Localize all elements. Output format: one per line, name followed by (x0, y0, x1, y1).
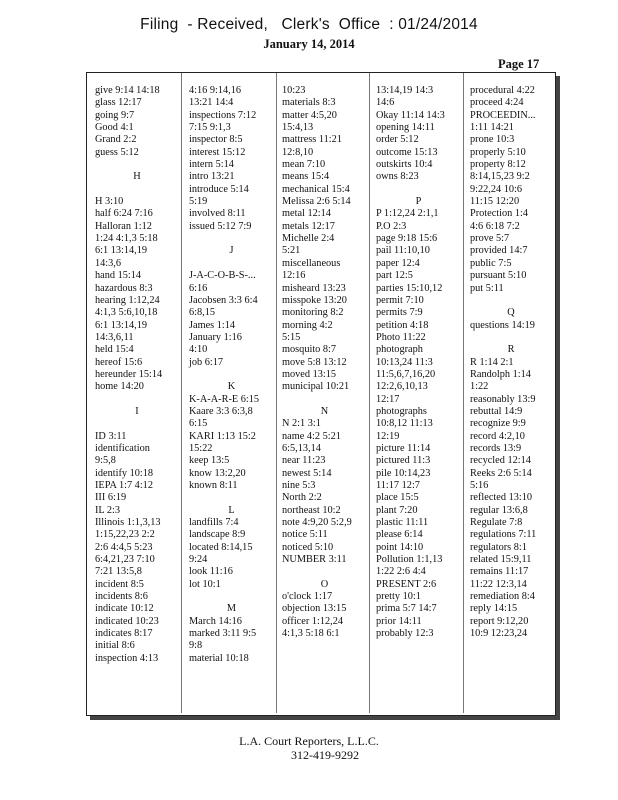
index-entry: misspoke 13:20 (282, 294, 347, 306)
index-entry: hand 15:14 (95, 270, 142, 282)
index-column-2 (189, 85, 274, 705)
blank-line (282, 394, 367, 406)
index-entry: paper 12:4 (376, 257, 420, 269)
index-entry: Michelle 2:4 (282, 233, 335, 245)
index-entry: 6:15 (189, 418, 208, 430)
blank-line (189, 369, 274, 381)
index-entry: 13:14,19 14:3 (376, 85, 434, 96)
index-entry: job 6:17 (189, 356, 224, 368)
index-entry: involved 8:11 (189, 208, 246, 220)
index-entry: 1:22 (470, 381, 489, 393)
index-entry: 4:16 9:14,16 (189, 85, 242, 96)
index-entry: identification (95, 442, 150, 454)
index-entry: Protection 1:4 (470, 208, 529, 220)
index-entry: pictured 11:3 (376, 455, 431, 467)
column-divider (369, 73, 370, 713)
index-entry: metal 12:14 (282, 208, 331, 220)
index-entry: noticed 5:10 (282, 541, 334, 553)
index-column-3 (282, 85, 367, 705)
index-entry: municipal 10:21 (282, 381, 350, 393)
index-entry: means 15:4 (282, 171, 330, 183)
index-entry: H 3:10 (95, 196, 124, 208)
index-entry: know 13:2,20 (189, 467, 246, 479)
index-entry: 1:22 2:6 4:4 (376, 566, 426, 578)
index-entry: 6:1 13:14,19 (95, 245, 148, 257)
index-entry: page 9:18 15:6 (376, 233, 438, 245)
index-section-heading: Q (507, 307, 515, 319)
column-divider (181, 73, 182, 713)
index-section-heading: M (226, 603, 237, 615)
index-entry: mosquito 8:7 (282, 344, 337, 356)
index-entry: 10:23 (282, 85, 306, 96)
index-entry: note 4:9,20 5:2,9 (282, 517, 352, 529)
index-entry: James 1:14 (189, 319, 236, 331)
blank-line (470, 332, 552, 344)
index-entry: ID 3:11 (95, 430, 127, 442)
index-entry: 14:3,6 (95, 257, 122, 269)
index-entry: 11:15 12:20 (470, 196, 520, 208)
index-entry: 7:15 9:1,3 (189, 122, 231, 134)
index-entry: J-A-C-O-B-S-... (189, 270, 256, 282)
index-section-heading: K (227, 381, 236, 393)
footer (0, 734, 618, 762)
index-entry: nine 5:3 (282, 480, 316, 491)
index-entry: order 5:12 (376, 134, 419, 146)
index-entry: guess 5:12 (95, 146, 139, 158)
index-entry: incidents 8:6 (95, 591, 148, 603)
index-entry: Regulate 7:8 (470, 517, 523, 529)
index-entry: glass 12:17 (95, 97, 142, 109)
index-entry: regular 13:6,8 (470, 504, 528, 516)
index-entry: 9:5,8 (95, 455, 116, 467)
index-entry: outcome 15:13 (376, 146, 438, 158)
index-entry: properly 5:10 (470, 146, 526, 158)
index-entry: 12:19 (376, 430, 400, 442)
index-entry: Photo 11:22 (376, 331, 426, 343)
index-entry: 5:21 (282, 245, 301, 257)
index-entry: moved 13:15 (282, 368, 337, 380)
index-section-heading: R (507, 344, 515, 356)
index-entry: material 10:18 (189, 652, 249, 664)
column-divider (463, 73, 464, 713)
index-entry: proceed 4:24 (470, 97, 524, 109)
index-entry: landscape 8:9 (189, 529, 246, 541)
index-entry: remediation 8:4 (470, 591, 535, 603)
index-entry: introduce 5:14 (189, 183, 249, 195)
index-entry: PROCEEDIN... (470, 109, 536, 121)
index-entry: 8:14,15,23 9:2 (470, 171, 530, 183)
index-entry: P 1:12,24 2:1,1 (376, 208, 439, 220)
index-entry: reply 14:15 (470, 603, 518, 615)
index-entry: 5:15 (282, 331, 301, 343)
index-entry: 15:22 (189, 442, 213, 454)
index-entry: materials 8:3 (282, 97, 336, 109)
index-entry: recycled 12:14 (470, 455, 531, 467)
index-entry: objection 13:15 (282, 603, 347, 615)
index-entry: indicated 10:23 (95, 615, 159, 627)
blank-line (95, 184, 179, 196)
index-entry: prior 14:11 (376, 615, 422, 627)
index-column-4 (376, 85, 461, 705)
index-entry: hereunder 15:14 (95, 368, 163, 380)
index-entry: regulators 8:1 (470, 541, 527, 553)
index-entry: Pollution 1:1,13 (376, 554, 443, 566)
reporter-name: L.A. Court Reporters, L.L.C. (239, 734, 379, 748)
index-entry: pile 10:14,23 (376, 467, 431, 479)
index-entry: newest 5:14 (282, 467, 332, 479)
index-entry: Illinois 1:1,3,13 (95, 517, 161, 529)
index-entry: mechanical 15:4 (282, 183, 350, 195)
index-entry: mean 7:10 (282, 159, 326, 171)
index-entry: reasonably 13:9 (470, 393, 536, 405)
index-entry: northeast 10:2 (282, 504, 341, 516)
index-entry: pursuant 5:10 (470, 270, 527, 282)
index-entry: mattress 11:21 (282, 134, 342, 146)
index-column-1 (95, 85, 179, 705)
index-entry: photograph (376, 344, 423, 356)
index-entry: name 4:2 5:21 (282, 430, 341, 442)
index-entry: lot 10:1 (189, 578, 221, 590)
index-entry: indicate 10:12 (95, 603, 154, 615)
index-entry: permits 7:9 (376, 307, 423, 319)
index-entry: plant 7:20 (376, 504, 418, 516)
index-entry: 6:1 13:14,19 (95, 319, 148, 331)
blank-line (189, 233, 274, 245)
index-entry: prone 10:3 (470, 134, 515, 146)
index-entry: 15:4,13 (282, 122, 314, 134)
index-entry: regulations 7:11 (470, 529, 537, 541)
index-entry: 5:16 (470, 480, 489, 491)
index-section-heading: O (320, 578, 329, 590)
index-entry: miscellaneous (282, 257, 341, 269)
index-entry: monitoring 8:2 (282, 307, 344, 319)
index-entry: 9:24 (189, 554, 208, 566)
index-entry: questions 14:19 (470, 319, 535, 331)
index-entry: 1:11 14:21 (470, 122, 514, 134)
index-entry: record 4:2,10 (470, 430, 525, 442)
index-entry: give 9:14 14:18 (95, 85, 160, 96)
index-entry: N 2:1 3:1 (282, 418, 321, 430)
index-entry: o'clock 1:17 (282, 591, 333, 603)
index-entry: interest 15:12 (189, 146, 246, 158)
index-entry: recognize 9:9 (470, 418, 526, 430)
index-entry: move 5:8 13:12 (282, 356, 347, 368)
index-entry: inspection 4:13 (95, 652, 159, 664)
index-entry: procedural 4:22 (470, 85, 535, 96)
index-entry: opening 14:11 (376, 122, 435, 134)
index-entry: remains 11:17 (470, 566, 529, 578)
index-entry: plastic 11:11 (376, 517, 429, 529)
index-entry: 12:17 (376, 393, 400, 405)
index-entry: January 1:16 (189, 331, 242, 343)
index-entry: look 11:16 (189, 566, 233, 578)
index-entry: notice 5:11 (282, 529, 328, 541)
index-entry: Okay 11:14 14:3 (376, 109, 445, 121)
index-entry: home 14:20 (95, 381, 144, 393)
index-entry: located 8:14,15 (189, 541, 253, 553)
index-entry: R 1:14 2:1 (470, 356, 514, 368)
index-entry: Randolph 1:14 (470, 368, 531, 380)
index-entry: intern 5:14 (189, 159, 234, 171)
index-entry: 6:8,15 (189, 307, 216, 319)
index-entry: 11:22 12:3,14 (470, 578, 527, 590)
index-entry: 9:8 (189, 640, 203, 652)
index-entry: half 6:24 7:16 (95, 208, 153, 220)
index-column-5 (470, 85, 552, 705)
index-entry: photographs (376, 405, 427, 417)
blank-line (189, 492, 274, 504)
index-section-heading: J (229, 245, 234, 257)
index-entry: NUMBER 3:11 (282, 554, 347, 566)
index-entry: 6:16 (189, 282, 208, 294)
document-date: January 14, 2014 (263, 37, 355, 51)
index-entry: 12:16 (282, 270, 306, 282)
index-entry: 5:19 (189, 196, 208, 208)
index-entry: 7:21 13:5,8 (95, 566, 142, 578)
index-entry: rebuttal 14:9 (470, 405, 523, 417)
index-entry: permit 7:10 (376, 294, 424, 306)
index-entry: point 14:10 (376, 541, 424, 553)
index-entry: known 8:11 (189, 480, 238, 491)
index-entry: indicates 8:17 (95, 628, 153, 640)
index-entry: reflected 13:10 (470, 492, 533, 504)
index-entry: picture 11:14 (376, 442, 431, 454)
index-entry: incident 8:5 (95, 578, 144, 590)
filing-stamp: Filing - Received, Clerk's Office : 01/24/2014 (140, 16, 478, 33)
index-section-heading: L (228, 504, 235, 516)
blank-line (95, 418, 179, 430)
index-entry: III 6:19 (95, 492, 127, 504)
index-entry: P.O 2:3 (376, 220, 407, 232)
index-entry: inspector 8:5 (189, 134, 243, 146)
index-entry: North 2:2 (282, 492, 322, 504)
index-section-heading: N (320, 405, 329, 417)
index-entry: part 12:5 (376, 270, 413, 282)
index-entry: report 9:12,20 (470, 615, 529, 627)
index-entry: March 14:16 (189, 615, 242, 627)
index-entry: owns 8:23 (376, 171, 419, 183)
index-entry: 4:1,3 5:6,10,18 (95, 307, 158, 319)
index-entry: metals 12:17 (282, 220, 335, 232)
index-entry: 12:2,6,10,13 (376, 381, 428, 393)
index-entry: marked 3:11 9:5 (189, 628, 257, 640)
index-entry: keep 13:5 (189, 455, 230, 467)
index-entry: landfills 7:4 (189, 517, 239, 529)
index-entry: property 8:12 (470, 159, 526, 171)
index-entry: 11:17 12:7 (376, 480, 420, 491)
index-entry: hearing 1:12,24 (95, 294, 160, 306)
index-entry: IL 2:3 (95, 504, 121, 516)
index-entry: held 15:4 (95, 344, 134, 356)
index-entry: Good 4:1 (95, 122, 134, 134)
index-entry: prove 5:7 (470, 233, 510, 245)
index-entry: Halloran 1:12 (95, 220, 152, 232)
index-entry: KARI 1:13 15:2 (189, 430, 256, 442)
index-entry: petition 4:18 (376, 319, 429, 331)
index-entry: 10:8,12 11:13 (376, 418, 433, 430)
blank-line (95, 394, 179, 406)
blank-line (189, 258, 274, 270)
index-entry: related 15:9,11 (470, 554, 532, 566)
index-entry: 4:6 6:18 7:2 (470, 220, 520, 232)
index-entry: initial 8:6 (95, 640, 135, 652)
index-section-heading: I (135, 405, 139, 417)
column-divider (276, 73, 277, 713)
blank-line (95, 159, 179, 171)
index-entry: 10:9 12:23,24 (470, 628, 528, 640)
index-entry: IEPA 1:7 4:12 (95, 480, 153, 491)
index-entry: 12:8,10 (282, 146, 314, 158)
blank-line (470, 295, 552, 307)
index-entry: inspections 7:12 (189, 109, 257, 121)
page-number: Page 17 (498, 57, 540, 71)
index-entry: probably 12:3 (376, 628, 434, 640)
index-entry: misheard 13:23 (282, 282, 346, 294)
index-entry: Kaare 3:3 6:3,8 (189, 405, 253, 417)
blank-line (376, 184, 461, 196)
index-entry: provided 14:7 (470, 245, 528, 257)
index-entry: please 6:14 (376, 529, 423, 541)
blank-line (282, 566, 367, 578)
index-entry: going 9:7 (95, 109, 135, 121)
index-entry: 2:6 4:4,5 5:23 (95, 541, 153, 553)
index-entry: PRESENT 2:6 (376, 578, 437, 590)
index-entry: Reeks 2:6 5:14 (470, 467, 532, 479)
index-entry: 14:6 (376, 97, 395, 109)
index-entry: officer 1:12,24 (282, 615, 344, 627)
index-entry: put 5:11 (470, 282, 504, 294)
index-entry: pail 11:10,10 (376, 245, 430, 257)
index-entry: parties 15:10,12 (376, 282, 443, 294)
index-entry: place 15:5 (376, 492, 419, 504)
index-entry: 4:1,3 5:18 6:1 (282, 628, 340, 640)
index-entry: public 7:5 (470, 257, 512, 269)
index-entry: K-A-A-R-E 6:15 (189, 393, 260, 405)
index-entry: 4:10 (189, 344, 208, 356)
index-entry: 10:13,24 11:3 (376, 356, 433, 368)
blank-line (189, 591, 274, 603)
index-entry: 6:4,21,23 7:10 (95, 554, 155, 566)
index-entry: hazardous 8:3 (95, 282, 153, 294)
index-entry: 14:3,6,11 (95, 331, 134, 343)
index-entry: 11:5,6,7,16,20 (376, 368, 436, 380)
index-section-heading: H (133, 171, 141, 183)
index-entry: identify 10:18 (95, 467, 154, 479)
index-entry: outskirts 10:4 (376, 159, 433, 171)
index-entry: 1:15,22,23 2:2 (95, 529, 155, 541)
index-entry: Grand 2:2 (95, 134, 137, 146)
index-entry: pretty 10:1 (376, 591, 421, 603)
index-entry: morning 4:2 (282, 319, 333, 331)
index-section-heading: P (415, 196, 422, 208)
index-entry: hereof 15:6 (95, 356, 143, 368)
index-entry: issued 5:12 7:9 (189, 220, 252, 232)
index-entry: 9:22,24 10:6 (470, 183, 523, 195)
index-entry: intro 13:21 (189, 171, 235, 183)
index-entry: 6:5,13,14 (282, 442, 321, 454)
index-entry: 1:24 4:1,3 5:18 (95, 233, 158, 245)
index-entry: near 11:23 (282, 455, 326, 467)
index-entry: records 13:9 (470, 442, 522, 454)
reporter-phone: 312-419-9292 (291, 748, 359, 762)
index-entry: Melissa 2:6 5:14 (282, 196, 351, 208)
index-entry: Jacobsen 3:3 6:4 (189, 294, 258, 306)
index-entry: matter 4:5,20 (282, 109, 337, 121)
index-entry: 13:21 14:4 (189, 97, 234, 109)
index-entry: prima 5:7 14:7 (376, 603, 437, 615)
